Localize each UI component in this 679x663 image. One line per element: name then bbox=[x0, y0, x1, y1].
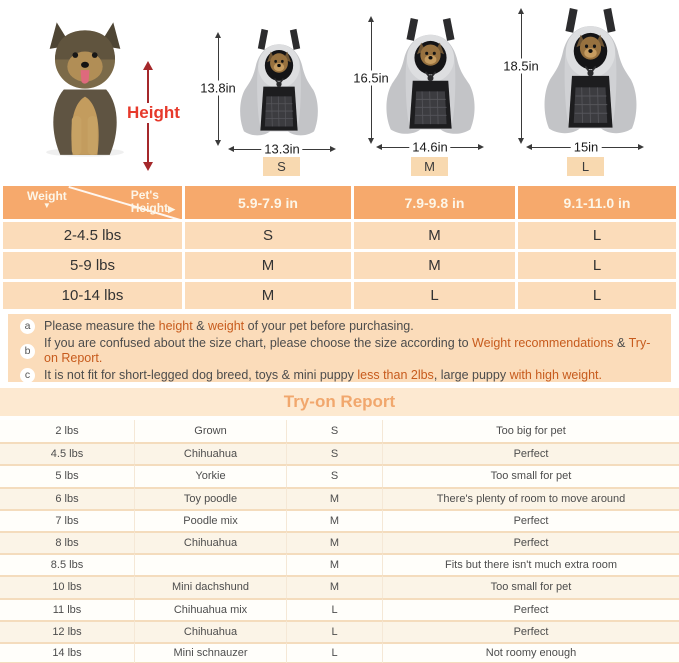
tryon-comment-cell: Perfect bbox=[383, 531, 679, 553]
note-highlight: less than 2lbs bbox=[357, 367, 434, 382]
tryon-weight-cell: 4.5 lbs bbox=[0, 442, 135, 464]
tryon-comment-cell: Too small for pet bbox=[383, 575, 679, 597]
tryon-size-cell: L bbox=[287, 598, 383, 620]
height-measure-value-l: 18.5in bbox=[500, 59, 541, 74]
height-measure-value-s: 13.8in bbox=[197, 81, 238, 96]
size-table-size-cell: L bbox=[518, 282, 676, 309]
tryon-weight-cell: 8 lbs bbox=[0, 531, 135, 553]
size-table-column-header: 7.9-9.8 in bbox=[354, 186, 515, 219]
size-badge-l: L bbox=[567, 157, 604, 176]
backpack-m-illustration bbox=[384, 17, 477, 141]
tryon-weight-cell: 7 lbs bbox=[0, 509, 135, 531]
note-highlight: with high weight. bbox=[509, 367, 602, 382]
note-plain: If you are confused about the size chart, please choose the size according to bbox=[44, 335, 473, 350]
note-row-c bbox=[20, 368, 659, 383]
tryon-breed-cell: Grown bbox=[135, 420, 287, 442]
tryon-size-cell: L bbox=[287, 642, 383, 663]
tryon-comment-cell: Not roomy enough bbox=[383, 642, 679, 663]
size-badge-m: M bbox=[411, 157, 448, 176]
tryon-breed-cell: Chihuahua bbox=[135, 620, 287, 642]
tryon-weight-cell: 10 lbs bbox=[0, 575, 135, 597]
note-highlight: Weight recommendations bbox=[472, 335, 614, 350]
down-arrow-icon: ▼ bbox=[42, 201, 51, 210]
note-highlight: weight bbox=[208, 319, 245, 333]
tryon-weight-cell: 11 lbs bbox=[0, 598, 135, 620]
size-table-column-header: 5.9-7.9 in bbox=[185, 186, 351, 219]
width-measure-value-l: 15in bbox=[571, 140, 602, 155]
note-marker-b: b bbox=[20, 344, 35, 359]
tryon-weight-cell: 8.5 lbs bbox=[0, 553, 135, 575]
note-row-b bbox=[20, 336, 659, 367]
note-plain: It is not fit for short-legged dog breed, toys & mini puppy bbox=[44, 367, 358, 382]
note-row-a bbox=[20, 319, 659, 335]
weight-axis-label bbox=[27, 190, 67, 210]
tryon-breed-cell: Toy poodle bbox=[135, 487, 287, 509]
note-plain: , large puppy bbox=[433, 367, 510, 382]
tryon-size-cell: M bbox=[287, 575, 383, 597]
tryon-comment-cell: Perfect bbox=[383, 509, 679, 531]
note-highlight: height bbox=[158, 319, 193, 333]
height-measure-arrow-l bbox=[521, 14, 522, 138]
size-table-size-cell: S bbox=[185, 222, 351, 249]
size-table-size-cell: L bbox=[518, 252, 676, 279]
tryon-size-cell: M bbox=[287, 531, 383, 553]
tryon-weight-cell: 12 lbs bbox=[0, 620, 135, 642]
tryon-comment-cell: Perfect bbox=[383, 442, 679, 464]
product-figures-section bbox=[0, 0, 679, 184]
size-table-weight-cell: 10-14 lbs bbox=[3, 282, 182, 309]
tryon-weight-cell: 14 lbs bbox=[0, 642, 135, 663]
tryon-size-cell: M bbox=[287, 487, 383, 509]
width-measure-value-m: 14.6in bbox=[409, 140, 450, 155]
size-table-size-cell: M bbox=[354, 252, 515, 279]
note-text-a bbox=[44, 319, 414, 335]
note-highlight: Try-on Report. bbox=[44, 335, 651, 365]
tryon-weight-cell: 2 lbs bbox=[0, 420, 135, 442]
size-table-size-cell: L bbox=[518, 222, 676, 249]
tryon-comment-cell: Too big for pet bbox=[383, 420, 679, 442]
size-table-column-header: 9.1-11.0 in bbox=[518, 186, 676, 219]
tryon-comment-cell: There's plenty of room to move around bbox=[383, 487, 679, 509]
note-plain: & bbox=[192, 319, 209, 333]
size-table-size-cell: M bbox=[185, 252, 351, 279]
note-plain: of your pet before purchasing. bbox=[244, 319, 414, 333]
pets-height-axis-label bbox=[131, 189, 175, 216]
tryon-breed-cell: Poodle mix bbox=[135, 509, 287, 531]
tryon-size-cell: M bbox=[287, 509, 383, 531]
pet-height-label: Height bbox=[127, 103, 180, 122]
size-table-corner-cell bbox=[3, 186, 182, 219]
note-plain: & bbox=[613, 335, 629, 350]
tryon-breed-cell: Chihuahua bbox=[135, 531, 287, 553]
tryon-breed-cell: Yorkie bbox=[135, 464, 287, 486]
size-table-size-cell: M bbox=[354, 222, 515, 249]
size-badge-s: S bbox=[263, 157, 300, 176]
tryon-size-cell: S bbox=[287, 420, 383, 442]
tryon-breed-cell bbox=[135, 553, 287, 575]
tryon-weight-cell: 6 lbs bbox=[0, 487, 135, 509]
height-measure-value-m: 16.5in bbox=[350, 71, 391, 86]
tryon-size-cell: M bbox=[287, 553, 383, 575]
tryon-breed-cell: Mini dachshund bbox=[135, 575, 287, 597]
tryon-breed-cell: Chihuahua bbox=[135, 442, 287, 464]
size-table-weight-cell: 2-4.5 lbs bbox=[3, 222, 182, 249]
note-plain: Please measure the bbox=[44, 319, 159, 333]
tryon-size-cell: L bbox=[287, 620, 383, 642]
tryon-weight-cell: 5 lbs bbox=[0, 464, 135, 486]
note-marker-a: a bbox=[20, 319, 35, 334]
size-table-weight-cell: 5-9 lbs bbox=[3, 252, 182, 279]
size-table-size-cell: L bbox=[354, 282, 515, 309]
pets-height-axis-text-line2: Height bbox=[130, 201, 169, 215]
size-recommendation-table bbox=[3, 186, 676, 309]
tryon-report-title: Try-on Report bbox=[0, 388, 679, 416]
tryon-comment-cell: Perfect bbox=[383, 598, 679, 620]
tryon-comment-cell: Fits but there isn't much extra room bbox=[383, 553, 679, 575]
note-text-c bbox=[44, 368, 602, 383]
backpack-s-illustration bbox=[238, 28, 320, 142]
tryon-report-table bbox=[0, 420, 679, 663]
pets-height-axis-text-line1: Pet's bbox=[130, 188, 159, 202]
right-arrow-icon: ▶ bbox=[168, 204, 175, 214]
notes-section bbox=[8, 314, 671, 382]
tryon-breed-cell: Mini schnauzer bbox=[135, 642, 287, 663]
backpack-l-illustration bbox=[542, 7, 639, 141]
dog-photo bbox=[32, 6, 138, 166]
tryon-comment-cell: Too small for pet bbox=[383, 464, 679, 486]
weight-axis-text: Weight bbox=[27, 189, 67, 203]
tryon-size-cell: S bbox=[287, 442, 383, 464]
tryon-comment-cell: Perfect bbox=[383, 620, 679, 642]
note-marker-c: c bbox=[20, 368, 35, 382]
note-text-b bbox=[44, 336, 659, 367]
size-table-size-cell: M bbox=[185, 282, 351, 309]
width-measure-value-s: 13.3in bbox=[261, 142, 302, 157]
tryon-size-cell: S bbox=[287, 464, 383, 486]
tryon-breed-cell: Chihuahua mix bbox=[135, 598, 287, 620]
